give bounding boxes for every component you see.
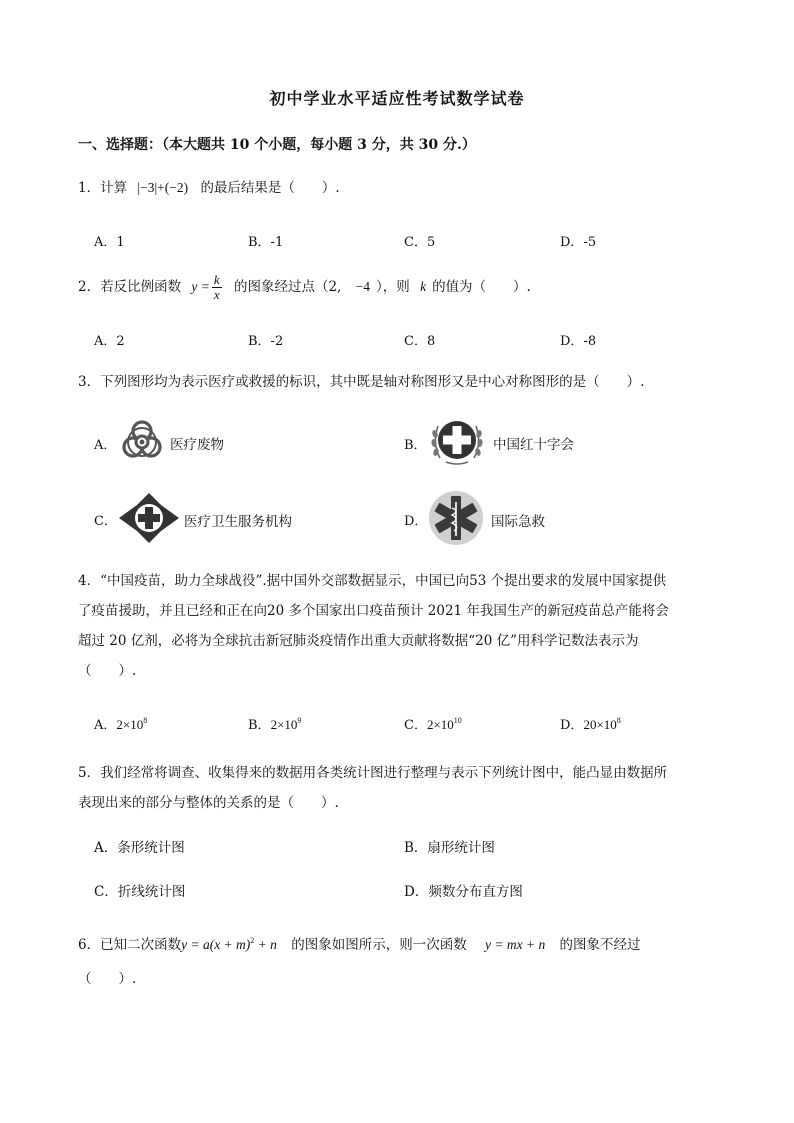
q2-fraction [212, 273, 222, 302]
q6-quadratic-tail: + n [254, 937, 277, 952]
q3-option-c-letter: C． [94, 514, 117, 529]
section-heading: 一、选择题：（本大题共 10 个小题，每小题 3 分，共 30 分.） [78, 137, 476, 153]
q2-number: 2． [78, 279, 101, 295]
q4-option-b [248, 714, 301, 733]
q1-option-c: C．5 [404, 235, 436, 250]
q4-option-c-base: 2×10 [426, 717, 454, 732]
q4-option-a-letter: A． [94, 718, 117, 733]
medical-service-icon [118, 492, 180, 544]
q2-frac-denominator: x [213, 287, 220, 302]
page-title: 初中学业水平适应性考试数学试卷 [269, 89, 525, 108]
q6-mid: 的图象如图所示，则一次函数 [291, 937, 467, 953]
q4-option-a [94, 714, 147, 733]
q4-option-d-base: 20×10 [583, 717, 617, 732]
q5-option-d: D．频数分布直方图 [404, 884, 523, 900]
q3-option-a-letter: A． [94, 438, 117, 453]
q5-option-b: B．扇形统计图 [404, 840, 495, 856]
question-4-line-4: （ ）. [78, 663, 137, 679]
question-5-line-2: 表现出来的部分与整体的关系的是（ ）. [78, 795, 339, 811]
q1-option-b: B．-1 [248, 235, 284, 250]
q2-prefix: 若反比例函数 [100, 279, 182, 295]
q3-option-a-label: 医疗废物 [170, 437, 224, 453]
q3-option-b-letter: B． [404, 438, 427, 453]
q5-option-c: C．折线统计图 [94, 884, 186, 900]
question-5-line-1: 5．我们经常将调查、收集得来的数据用各类统计图进行整理与表示下列统计图中，能凸显由数据所 [78, 765, 668, 781]
question-4-line-3: 超过 20 亿剂，必将为全球抗击新冠肺炎疫情作出重大贡献将数据“20 亿”用科学记数法表示为 [78, 633, 639, 649]
q4-option-c-letter: C． [404, 718, 427, 733]
question-1 [78, 178, 340, 198]
q4-option-a-exp: 8 [143, 716, 148, 725]
q2-mid2: ），则 [376, 279, 410, 295]
q3-option-c-label: 医疗卫生服务机构 [184, 514, 292, 530]
q4-option-a-base: 2×10 [116, 717, 144, 732]
question-6-line-2: （ ）. [78, 971, 137, 987]
question-4-line-1: 4．“中国疫苗，助力全球战役”.据中国外交部数据显示，中国已向53 个提出要求的发展中国家提供 [78, 573, 667, 589]
q4-option-b-exp: 9 [297, 716, 302, 725]
q2-option-d: D．-8 [560, 334, 597, 349]
question-4-line-2: 了疫苗援助，并且已经和正在向20 多个国家出口疫苗预计 2021 年我国生产的新冠疫苗总产能将会 [78, 603, 669, 619]
q6-quadratic-exp: 2 [250, 936, 255, 945]
q6-suffix: 的图象不经过 [559, 937, 641, 953]
question-6-line-1 [78, 931, 641, 955]
q2-option-b: B．-2 [248, 334, 284, 349]
q5-option-a: A．条形统计图 [94, 840, 185, 856]
q1-option-a: A．1 [94, 235, 125, 250]
biohazard-icon [118, 416, 166, 464]
q2-mid: 的图象经过点（2, [233, 279, 342, 295]
q2-point-y: −4 [355, 279, 371, 294]
red-cross-icon [428, 414, 486, 468]
q2-frac-numerator: k [213, 272, 220, 287]
q6-linear: y = mx + n [485, 937, 546, 952]
q2-var: k [420, 279, 427, 294]
q6-quadratic: y = a(x + m) [181, 937, 251, 952]
q2-suffix: 的值为（ ）. [432, 279, 531, 295]
q4-option-d-letter: D． [560, 718, 584, 733]
q4-option-b-letter: B． [248, 718, 271, 733]
q6-prefix: 6．已知二次函数 [78, 937, 182, 953]
q2-option-c: C．8 [404, 334, 436, 349]
q1-expression: |−3|+(−2) [137, 180, 189, 195]
q4-option-c-exp: 10 [453, 716, 462, 725]
q2-option-a: A．2 [94, 334, 125, 349]
question-2 [78, 272, 531, 302]
q3-option-d-letter: D． [404, 514, 428, 529]
q1-number: 1． [78, 180, 101, 196]
q1-prefix: 计算 [100, 180, 128, 196]
q1-suffix: 的最后结果是（ ）. [200, 180, 340, 196]
q4-option-b-base: 2×10 [270, 717, 298, 732]
q4-option-d [560, 714, 621, 733]
star-of-life-icon [428, 490, 484, 546]
q1-option-d: D．-5 [560, 235, 597, 250]
q2-lhs: y = [191, 279, 210, 294]
q4-option-c [404, 714, 462, 733]
q3-option-b-label: 中国红十字会 [493, 437, 574, 453]
q3-option-d-label: 国际急救 [491, 514, 545, 530]
q4-option-d-exp: 8 [616, 716, 621, 725]
question-3: 3．下列图形均为表示医疗或救援的标识，其中既是轴对称图形又是中心对称图形的是（ ）. [78, 374, 645, 390]
